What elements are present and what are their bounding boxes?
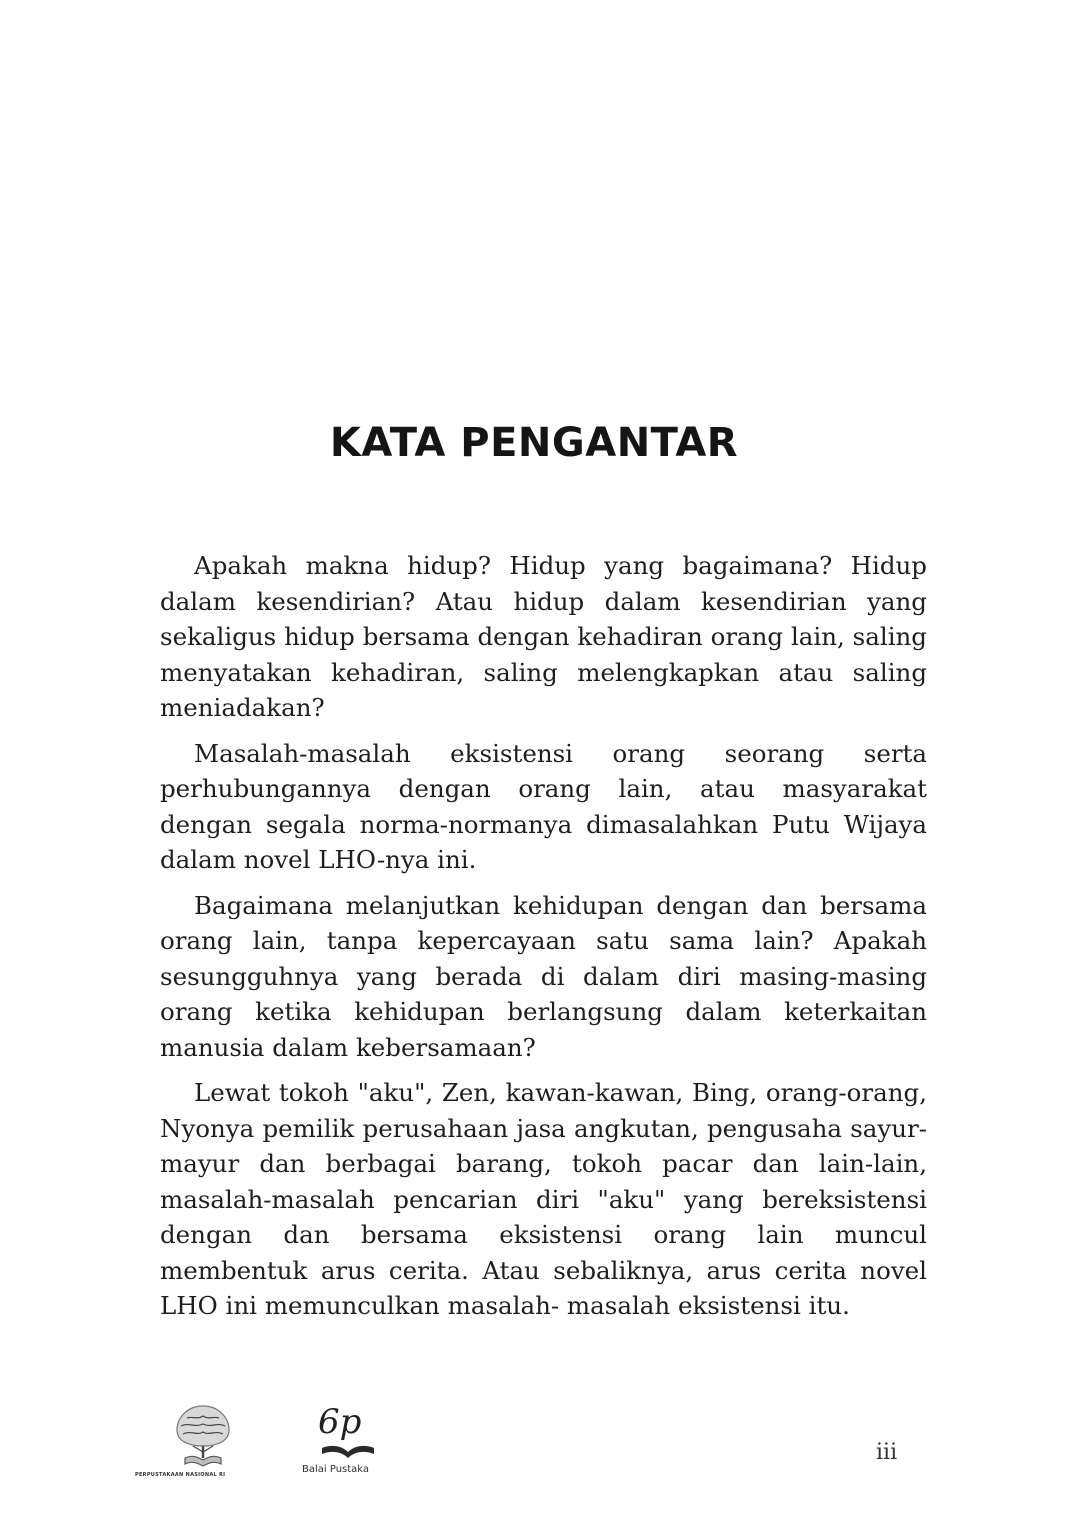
- page-footer: [0, 1400, 1068, 1500]
- perpustakaan-nasional-label: PERPUSTAKAAN NASIONAL RI: [135, 1472, 226, 1478]
- tree-book-emblem-icon: [167, 1400, 239, 1468]
- balai-pustaka-mark: 6p: [318, 1402, 362, 1442]
- balai-pustaka-logo: [298, 1402, 388, 1482]
- perpustakaan-nasional-logo: [135, 1400, 270, 1480]
- body-text: [160, 548, 927, 1334]
- page-title: KATA PENGANTAR: [329, 420, 739, 466]
- paragraph-3: Bagaimana melanjutkan kehidupan dengan dan bersama orang lain, tanpa kepercayaan satu sama lain? Apakah sesungguhnya yang berada di dalam diri masing-masing orang ketika kehidupan berlangsung dalam keterkaitan manusia dalam kebersamaan?: [160, 890, 927, 1062]
- paragraph-2: Masalah-masalah eksistensi orang seorang serta perhubungannya dengan orang lain, atau masyarakat dengan segala norma-normanya dimasalahkan Putu Wijaya dalam novel LHO-nya ini.: [160, 738, 927, 874]
- paragraph-1: Apakah makna hidup? Hidup yang bagaimana? Hidup dalam kesendirian? Atau hidup dalam kesendirian yang sekaligus hidup bersama dengan kehadiran orang lain, saling menyatakan kehadiran, saling melengkapkan atau saling meniadakan?: [160, 551, 927, 722]
- page-number: iii: [876, 1440, 898, 1465]
- open-book-icon: [320, 1444, 376, 1462]
- paragraph-4: Lewat tokoh "aku", Zen, kawan-kawan, Bing, orang-orang, Nyonya pemilik perusahaan jasa angkutan, pengusaha sayur-mayur dan berbagai barang, tokoh pacar dan lain-lain, masalah-masalah pencarian diri "aku" yang bereksistensi dengan dan bersama eksistensi orang lain muncul membentuk arus cerita. Atau sebaliknya, arus cerita novel LHO ini memunculkan masalah- masalah eksistensi itu.: [160, 1078, 927, 1320]
- balai-pustaka-label: Balai Pustaka: [302, 1464, 370, 1475]
